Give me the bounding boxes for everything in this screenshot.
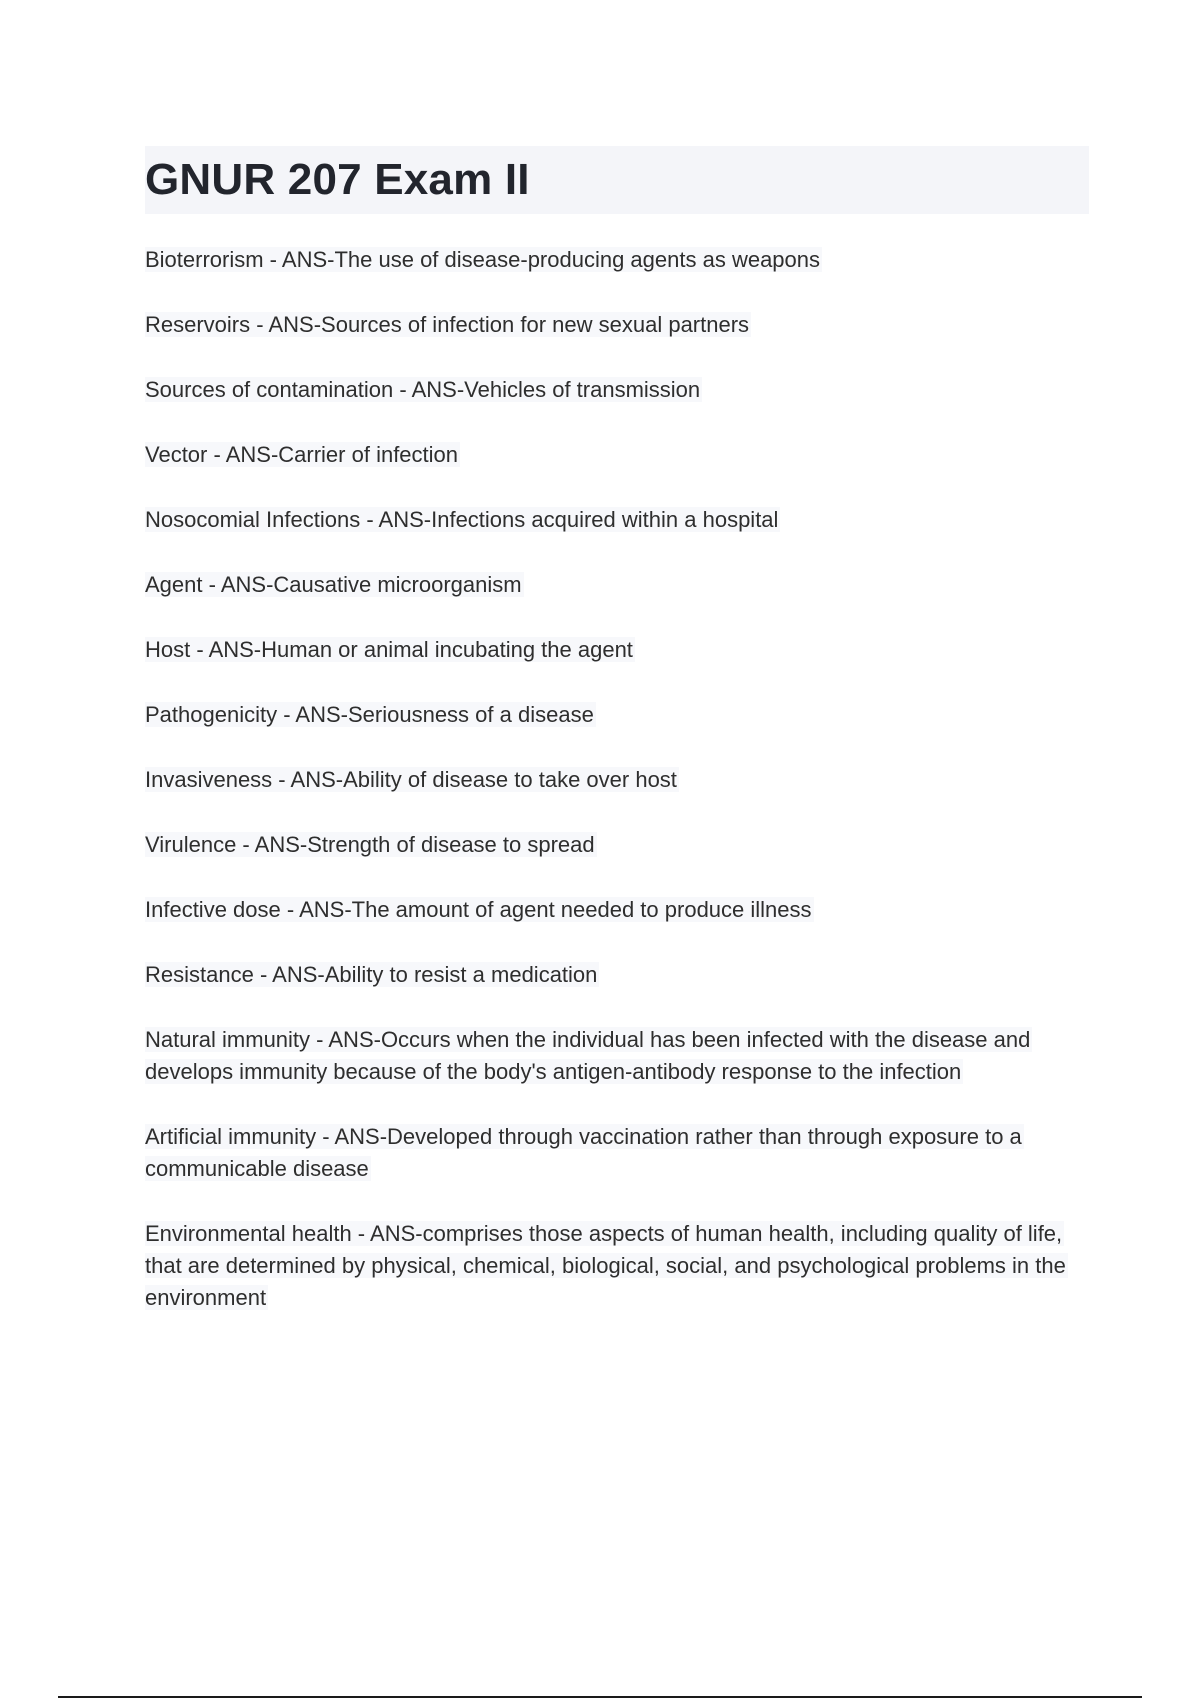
list-item [145, 959, 1089, 991]
entry-text: Sources of contamination - ANS-Vehicles of transmission [145, 377, 701, 402]
entry-text: Virulence - ANS-Strength of disease to spread [145, 832, 595, 857]
entry-text: Reservoirs - ANS-Sources of infection for new sexual partners [145, 312, 750, 337]
list-item [145, 374, 1089, 406]
list-item [145, 244, 1089, 276]
entry-text: Invasiveness - ANS-Ability of disease to take over host [145, 767, 677, 792]
entry-text: Pathogenicity - ANS-Seriousness of a disease [145, 702, 594, 727]
entry-text: Host - ANS-Human or animal incubating the agent [145, 637, 633, 662]
title-band [145, 146, 1089, 214]
list-item [145, 634, 1089, 666]
page-divider [58, 1696, 1142, 1698]
entry-text: Natural immunity - ANS-Occurs when the individual has been infected with the disease and develops immunity because of the body's antigen-antibody response to the infection [145, 1027, 1031, 1084]
list-item [145, 894, 1089, 926]
list-item [145, 439, 1089, 471]
entry-text: Environmental health - ANS-comprises those aspects of human health, including quality of life, that are determined by physical, chemical, biological, social, and psychological problems in the environment [145, 1221, 1066, 1310]
list-item [145, 309, 1089, 341]
entry-text: Agent - ANS-Causative microorganism [145, 572, 522, 597]
list-item [145, 1218, 1089, 1314]
page-title: GNUR 207 Exam II [145, 155, 530, 204]
list-item [145, 699, 1089, 731]
entry-text: Resistance - ANS-Ability to resist a medication [145, 962, 598, 987]
entry-text: Infective dose - ANS-The amount of agent needed to produce illness [145, 897, 812, 922]
list-item [145, 1024, 1089, 1088]
entry-text: Vector - ANS-Carrier of infection [145, 442, 459, 467]
list-item [145, 1121, 1089, 1185]
entry-list [145, 244, 1089, 1347]
entry-text: Bioterrorism - ANS-The use of disease-producing agents as weapons [145, 247, 821, 272]
list-item [145, 504, 1089, 536]
list-item [145, 829, 1089, 861]
list-item [145, 569, 1089, 601]
list-item [145, 764, 1089, 796]
entry-text: Artificial immunity - ANS-Developed through vaccination rather than through exposure to a communicable disease [145, 1124, 1022, 1181]
entry-text: Nosocomial Infections - ANS-Infections acquired within a hospital [145, 507, 779, 532]
